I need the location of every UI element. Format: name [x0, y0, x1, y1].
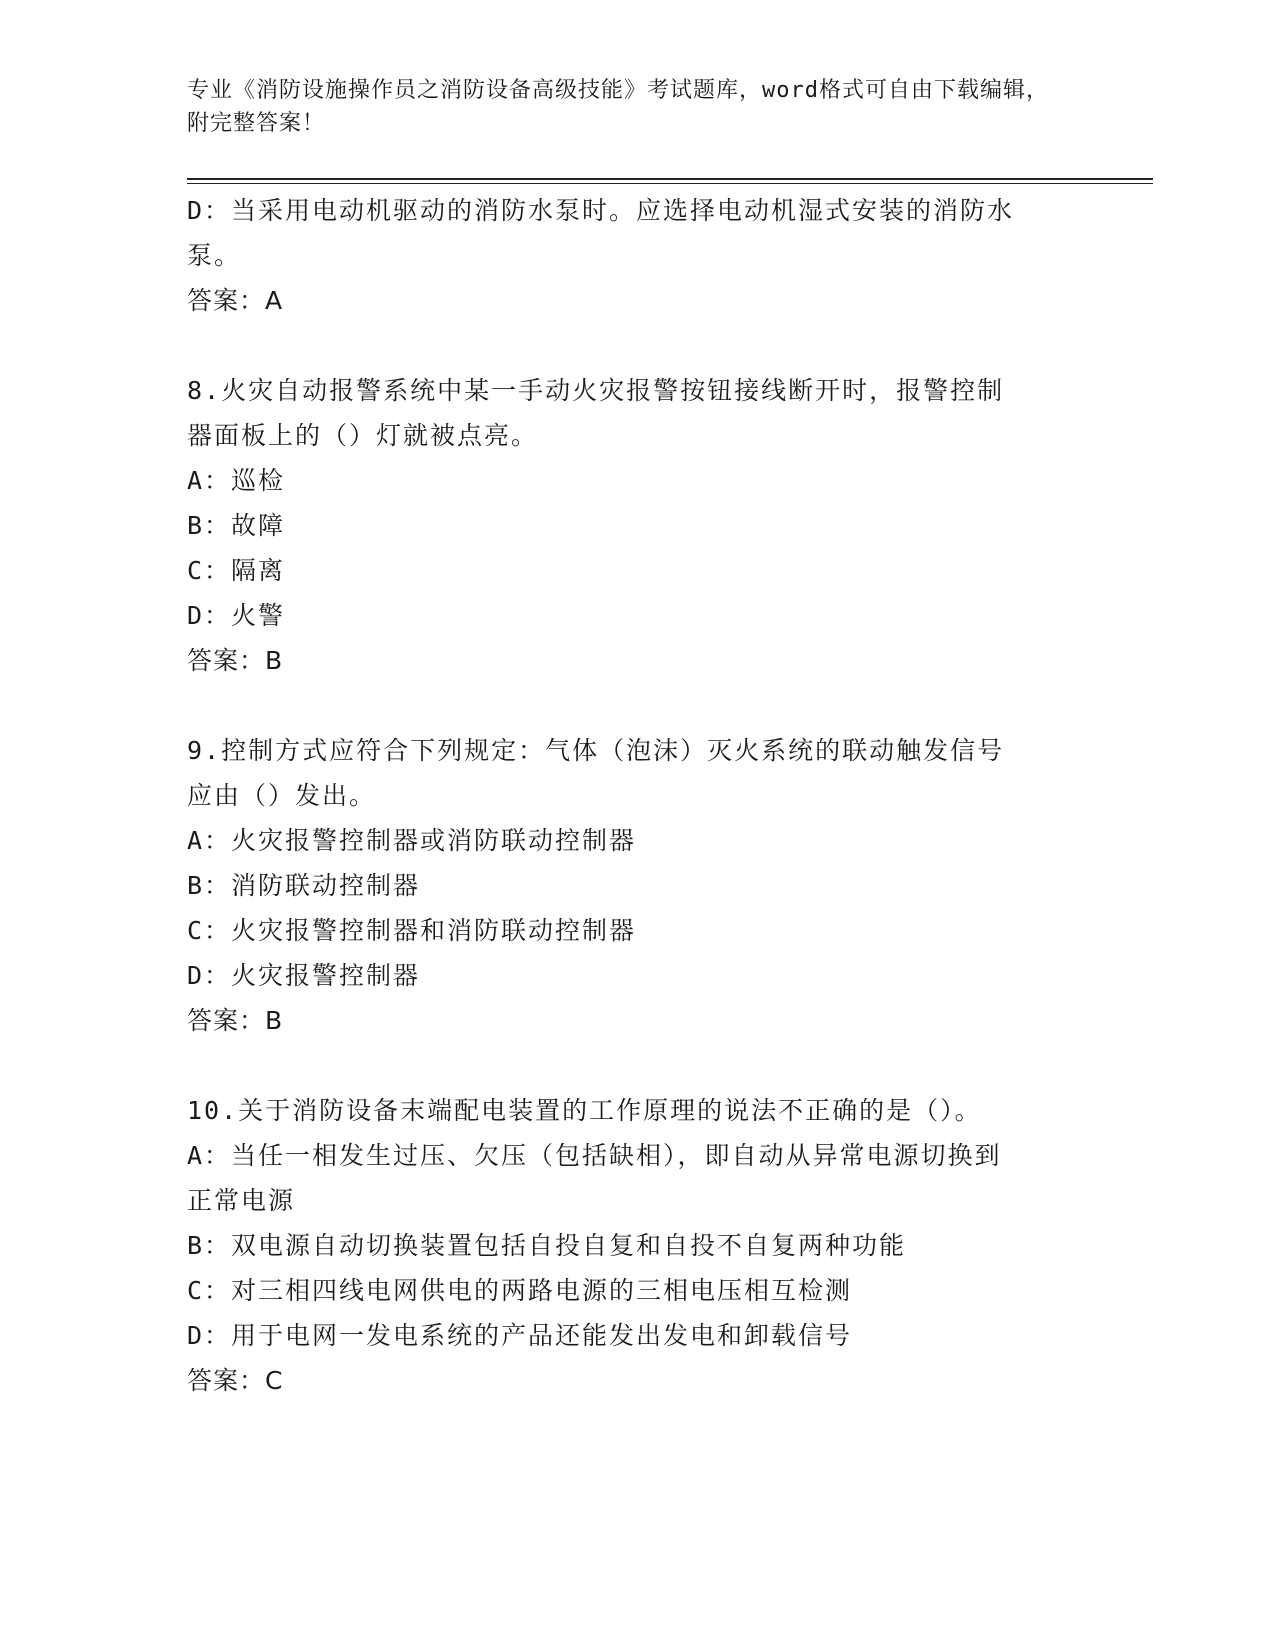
option-b: B：消防联动控制器: [187, 871, 421, 900]
option-d-continued: 泵。: [187, 241, 242, 270]
option-a: A：火灾报警控制器或消防联动控制器: [187, 826, 637, 855]
header-rule-thick: [187, 178, 1153, 180]
option-a: A：当任一相发生过压、欠压（包括缺相），即自动从异常电源切换到: [187, 1141, 1002, 1170]
option-c: C：火灾报警控制器和消防联动控制器: [187, 916, 637, 945]
question-title-continued: 应由（）发出。: [187, 781, 377, 810]
answer-line: 答案：B: [187, 646, 284, 675]
option-b: B：故障: [187, 511, 286, 540]
spacer: [187, 323, 1087, 368]
answer-line: 答案：A: [187, 286, 284, 315]
option-a-continued: 正常电源: [187, 1186, 296, 1215]
option-c: C：对三相四线电网供电的两路电源的三相电压相互检测: [187, 1276, 853, 1305]
answer-line: 答案：C: [187, 1366, 284, 1395]
question-title-continued: 器面板上的（）灯就被点亮。: [187, 421, 539, 450]
question-title: 9.控制方式应符合下列规定：气体（泡沫）灭火系统的联动触发信号: [187, 736, 1005, 765]
option-c: C：隔离: [187, 556, 286, 585]
document-header: 专业《消防设施操作员之消防设备高级技能》考试题库，word格式可自由下载编辑，附完整答案！: [187, 78, 1049, 136]
spacer: [187, 683, 1087, 728]
question-title: 10.关于消防设备末端配电装置的工作原理的说法不正确的是（）。: [187, 1096, 982, 1125]
document-body: [187, 188, 1087, 1403]
option-d: D：用于电网一发电系统的产品还能发出发电和卸载信号: [187, 1321, 853, 1350]
option-b: B：双电源自动切换装置包括自投自复和自投不自复两种功能: [187, 1231, 907, 1260]
option-d: D：火灾报警控制器: [187, 961, 421, 990]
answer-line: 答案：B: [187, 1006, 284, 1035]
spacer: [187, 1043, 1087, 1088]
option-a: A：巡检: [187, 466, 286, 495]
question-title: 8.火灾自动报警系统中某一手动火灾报警按钮接线断开时，报警控制: [187, 376, 1005, 405]
option-d: D：当采用电动机驱动的消防水泵时。应选择电动机湿式安装的消防水: [187, 196, 1015, 225]
header-rule-thin: [187, 183, 1153, 184]
option-d: D：火警: [187, 601, 286, 630]
